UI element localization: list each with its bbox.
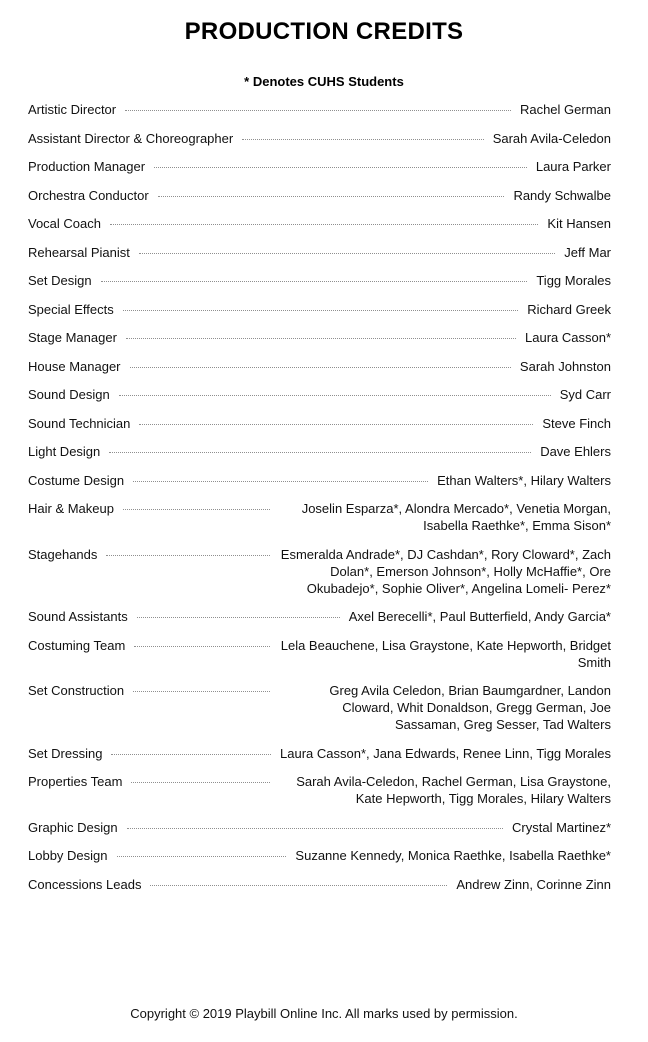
credit-role: Artistic Director <box>28 102 117 117</box>
credit-names: Rachel German <box>519 102 611 117</box>
credit-names: Dave Ehlers <box>540 444 611 459</box>
credits-list <box>28 101 611 893</box>
credit-role: Rehearsal Pianist <box>28 244 130 260</box>
credit-names: Lela Beauchene, Lisa Graystone, Kate Hepworth, Bridget Smith <box>280 637 611 670</box>
dotted-leader <box>158 187 505 197</box>
dotted-leader <box>123 301 518 311</box>
credit-names: Greg Avila Celedon, Brian Baumgardner, Landon Cloward, Whit Donaldson, Gregg German, Joe Sassaman, Greg Sesser, Tad Walters <box>329 683 611 732</box>
credit-row <box>28 301 611 318</box>
credit-names: Tigg Morales <box>536 273 611 288</box>
credit-row <box>28 608 611 625</box>
credit-row <box>28 101 611 118</box>
credit-names: Crystal Martinez* <box>512 819 611 835</box>
page-title: PRODUCTION CREDITS <box>184 18 464 45</box>
credit-row <box>28 637 611 671</box>
production-credits-page <box>0 18 648 1021</box>
credit-row <box>28 358 611 375</box>
credit-row <box>28 546 611 597</box>
credit-row <box>28 876 611 893</box>
credit-names: Richard Greek <box>527 301 611 317</box>
credit-row <box>28 187 611 204</box>
credit-names: Randy Schwalbe <box>513 187 611 203</box>
dotted-leader <box>131 773 270 783</box>
credit-row <box>28 847 611 864</box>
copyright-footer: Copyright © 2019 Playbill Online Inc. All marks used by permission. <box>130 1006 518 1021</box>
dotted-leader <box>110 215 538 225</box>
credit-role: Assistant Director & Choreographer <box>28 130 234 146</box>
credit-role: Sound Assistants <box>28 609 128 624</box>
dotted-leader <box>154 158 527 168</box>
credit-role: Sound Design <box>28 387 110 402</box>
students-note: * Denotes CUHS Students <box>244 74 404 89</box>
credit-names: Laura Parker <box>535 159 611 174</box>
credit-role: Light Design <box>28 444 101 459</box>
credit-names: Suzanne Kennedy, Monica Raethke, Isabella Raethke* <box>295 848 611 863</box>
credit-role: Costuming Team <box>28 637 126 653</box>
credit-names: Ethan Walters*, Hilary Walters <box>437 472 611 488</box>
dotted-leader <box>133 472 428 482</box>
credit-role: Graphic Design <box>28 819 118 835</box>
dotted-leader <box>139 244 555 254</box>
dotted-leader <box>109 443 531 453</box>
dotted-leader <box>117 847 287 857</box>
dotted-leader <box>119 386 551 396</box>
credit-names: Joselin Esparza*, Alondra Mercado*, Venetia Morgan, Isabella Raethke*, Emma Sison* <box>301 501 611 533</box>
credit-role: House Manager <box>28 358 121 374</box>
dotted-leader <box>123 500 270 510</box>
credit-row <box>28 682 611 733</box>
credit-role: Set Design <box>28 273 92 288</box>
credit-row <box>28 215 611 232</box>
credit-row <box>28 472 611 489</box>
dotted-leader <box>139 415 533 425</box>
credit-role: Set Dressing <box>28 745 103 761</box>
credit-row <box>28 244 611 261</box>
credit-role: Properties Team <box>28 774 123 789</box>
credit-role: Concessions Leads <box>28 876 142 892</box>
dotted-leader <box>133 682 270 692</box>
dotted-leader <box>125 101 511 111</box>
credit-role: Stage Manager <box>28 330 117 345</box>
dotted-leader <box>106 546 270 556</box>
credit-row <box>28 158 611 175</box>
dotted-leader <box>127 819 503 829</box>
credit-names: Axel Berecelli*, Paul Butterfield, Andy Garcia* <box>348 609 611 624</box>
dotted-leader <box>150 876 447 886</box>
credit-names: Steve Finch <box>542 415 611 431</box>
credit-row <box>28 773 611 807</box>
dotted-leader <box>130 358 511 368</box>
credit-role: Orchestra Conductor <box>28 187 149 203</box>
credit-names: Andrew Zinn, Corinne Zinn <box>456 876 611 892</box>
credit-names: Jeff Mar <box>564 244 611 260</box>
credit-names: Sarah Johnston <box>519 358 611 374</box>
credit-row <box>28 415 611 432</box>
credit-names: Laura Casson*, Jana Edwards, Renee Linn, Tigg Morales <box>280 745 611 761</box>
dotted-leader <box>126 329 516 339</box>
credit-row <box>28 272 611 289</box>
credit-role: Vocal Coach <box>28 216 101 231</box>
dotted-leader <box>242 130 484 140</box>
credit-names: Esmeralda Andrade*, DJ Cashdan*, Rory Cloward*, Zach Dolan*, Emerson Johnson*, Holly McHaffie*, Ore Okubadejo*, Sophie Oliver*, Angelina Lomeli- Perez* <box>280 546 611 596</box>
dotted-leader <box>111 745 271 755</box>
credit-row <box>28 130 611 147</box>
dotted-leader <box>137 608 340 618</box>
credit-names: Syd Carr <box>559 387 611 402</box>
credit-row <box>28 386 611 403</box>
credit-role: Costume Design <box>28 472 125 488</box>
credit-row <box>28 329 611 346</box>
credit-names: Sarah Avila-Celedon, Rachel German, Lisa Graystone, Kate Hepworth, Tigg Morales, Hilary Walters <box>296 774 611 806</box>
credit-role: Hair & Makeup <box>28 501 114 516</box>
credit-role: Lobby Design <box>28 848 108 863</box>
credit-role: Production Manager <box>28 159 146 174</box>
credit-names: Laura Casson* <box>525 330 611 345</box>
dotted-leader <box>101 272 528 282</box>
credit-role: Sound Technician <box>28 415 131 431</box>
dotted-leader <box>134 637 270 647</box>
credit-row <box>28 819 611 836</box>
credit-row <box>28 745 611 762</box>
credit-row <box>28 500 611 534</box>
credit-names: Sarah Avila-Celedon <box>492 130 611 146</box>
credit-role: Set Construction <box>28 683 125 698</box>
credit-role: Special Effects <box>28 301 114 317</box>
credit-row <box>28 443 611 460</box>
credit-role: Stagehands <box>28 546 98 562</box>
credit-names: Kit Hansen <box>547 216 611 231</box>
